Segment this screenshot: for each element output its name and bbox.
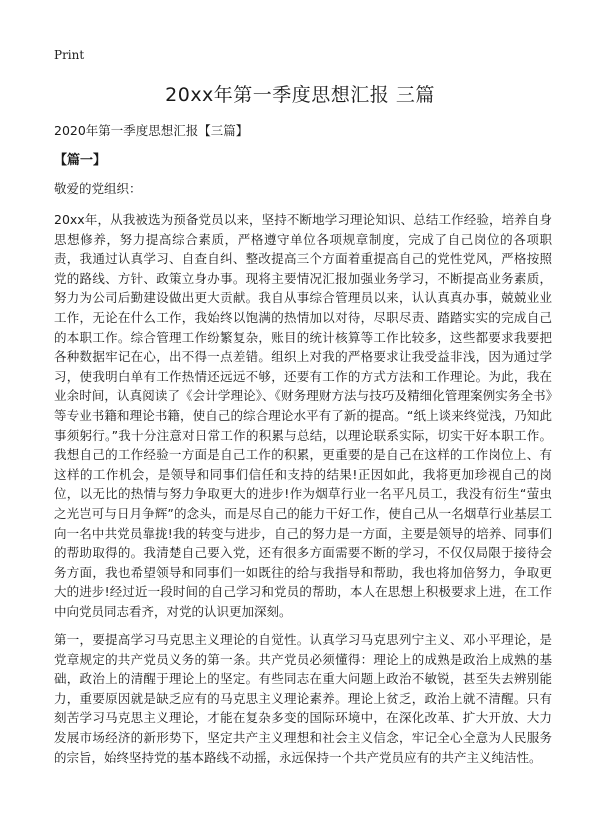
print-link[interactable]: Print [54, 48, 85, 62]
section-heading: 【篇一】 [54, 153, 107, 168]
greeting: 敬爱的党组织： [54, 181, 142, 196]
body-paragraph-1: 20xx年，从我被选为预备党员以来，坚持不断地学习理论知识、总结工作经验，培养自身思想修养，努力提高综合素质，严格遵守单位各项规章制度，完成了自己岗位的各项职责，我通过认真学习、自查自纠、整改提高三个方面着重提高自己的党性党风，严格按照党的路线、方针、政策立身办事。现将主要情况汇报加强业务学习，不断提高业务素质，努力为公司后勤建设做出更大贡献。我自从事综合管理员以来，认认真真办事，兢兢业业工作，无论在什么工作，我始终以饱满的热情加以对待，尽职尽责、踏踏实实的完成自己的本职工作。综合管理工作纷繁复杂，账目的统计核算等工作比较多，这些都要求我要把各种数据牢记在心，出不得一点差错。组织上对我的严格要求让我受益非浅，因为通过学习，使我明白单有工作热情还远远不够，还要有工作的方式方法和工作理论。为此，我在业余时间，认真阅读了《会计学理论》、《财务理财方法与技巧及精细化管理案例实务全书》等专业书籍和理论书籍，使自己的综合理论水平有了新的提高。“纸上谈来终觉浅，乃知此事须躬行。”我十分注意对日常工作的积累与总结，以理论联系实际，切实干好本职工作。我想自己的工作经验一方面是自己工作的积累，更重要的是自己在这样的工作岗位上、有这样的工作机会，是领导和同事们信任和支持的结果!正因如此，我将更加珍视自己的岗位，以无比的热情与努力争取更大的进步!作为烟草行业一名平凡员工，我没有衍生“萤虫之光岂可与日月争辉”的念头，而是尽自己的能力干好工作，使自己从一名烟草行业基层工向一名中共党员靠拢!我的转变与进步，自己的努力是一方面，主要是领导的培养、同事们的帮助取得的。我清楚自己要入党，还有很多方面需要不断的学习，不仅仅局限于接待会务方面，我也希望领导和同事们一如既往的给与我指导和帮助，我也将加倍努力，争取更大的进步!经过近一段时间的自己学习和党员的帮助，本人在思想上积极要求上进，在工作中向党员同志看齐，对党的认识更加深刻。 [54, 212, 552, 619]
body-paragraph-2: 第一，要提高学习马克思主义理论的自觉性。认真学习马克思列宁主义、邓小平理论，是党章规定的共产党员义务的第一条。共产党员必须懂得：理论上的成熟是政治上成熟的基础，政治上的清醒于理论上的坚定。有些同志在重大问题上政治不敏锐，甚至失去辨别能力，重要原因就是缺乏应有的马克思主义理论素养。理论上贫乏，政治上就不清醒。只有刻苦学习马克思主义理论，才能在复杂多变的国际环境中，在深化改革、扩大开放、大力发展市场经济的新形势下，坚定共产主义理想和社会主义信念，牢记全心全意为人民服务的宗旨，始终坚持党的基本路线不动摇，永远保持一个共产党员应有的共产主义纯洁性。 [54, 632, 552, 765]
document-title: 20xx年第一季度思想汇报 三篇 [165, 84, 435, 106]
document-subtitle: 2020年第一季度思想汇报【三篇】 [54, 123, 249, 138]
